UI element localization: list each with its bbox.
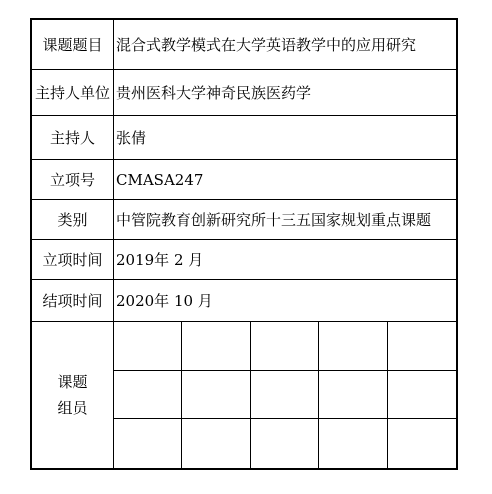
value-project-number: CMASA247	[116, 170, 204, 189]
row-members	[32, 322, 456, 468]
value-end-date: 2020年 10 月	[116, 292, 213, 310]
value-host-unit: 贵州医科大学神奇民族医药学	[116, 84, 312, 102]
value-host: 张倩	[116, 129, 147, 147]
row-host	[32, 116, 456, 160]
member-cell	[319, 322, 387, 371]
member-cell	[182, 419, 250, 468]
row-topic	[32, 20, 456, 70]
member-cell	[251, 322, 319, 371]
label-host: 主持人	[32, 116, 114, 159]
member-cell	[114, 322, 182, 371]
row-project-number	[32, 160, 456, 200]
label-members-line1: 课题	[57, 373, 88, 391]
label-members-line2: 组员	[57, 399, 88, 417]
value-category: 中管院教育创新研究所十三五国家规划重点课题	[116, 211, 432, 229]
label-category: 类别	[32, 200, 114, 239]
member-cell	[182, 371, 250, 420]
member-cell	[388, 419, 456, 468]
member-cell	[388, 322, 456, 371]
member-cell	[114, 419, 182, 468]
label-end-date: 结项时间	[32, 280, 114, 321]
project-info-table	[30, 18, 458, 470]
label-project-number: 立项号	[32, 160, 114, 199]
member-cell	[319, 419, 387, 468]
label-members	[32, 322, 114, 468]
member-cell	[251, 419, 319, 468]
value-start-date: 2019年 2 月	[116, 251, 204, 269]
row-host-unit	[32, 70, 456, 116]
member-cell	[251, 371, 319, 420]
member-cell	[388, 371, 456, 420]
label-host-unit: 主持人单位	[32, 70, 114, 115]
label-start-date: 立项时间	[32, 240, 114, 279]
row-start-date	[32, 240, 456, 280]
member-cell	[182, 322, 250, 371]
row-category	[32, 200, 456, 240]
members-grid	[114, 322, 456, 468]
label-topic: 课题题目	[32, 20, 114, 69]
value-topic: 混合式教学模式在大学英语教学中的应用研究	[116, 36, 417, 54]
member-cell	[319, 371, 387, 420]
member-cell	[114, 371, 182, 420]
row-end-date	[32, 280, 456, 322]
